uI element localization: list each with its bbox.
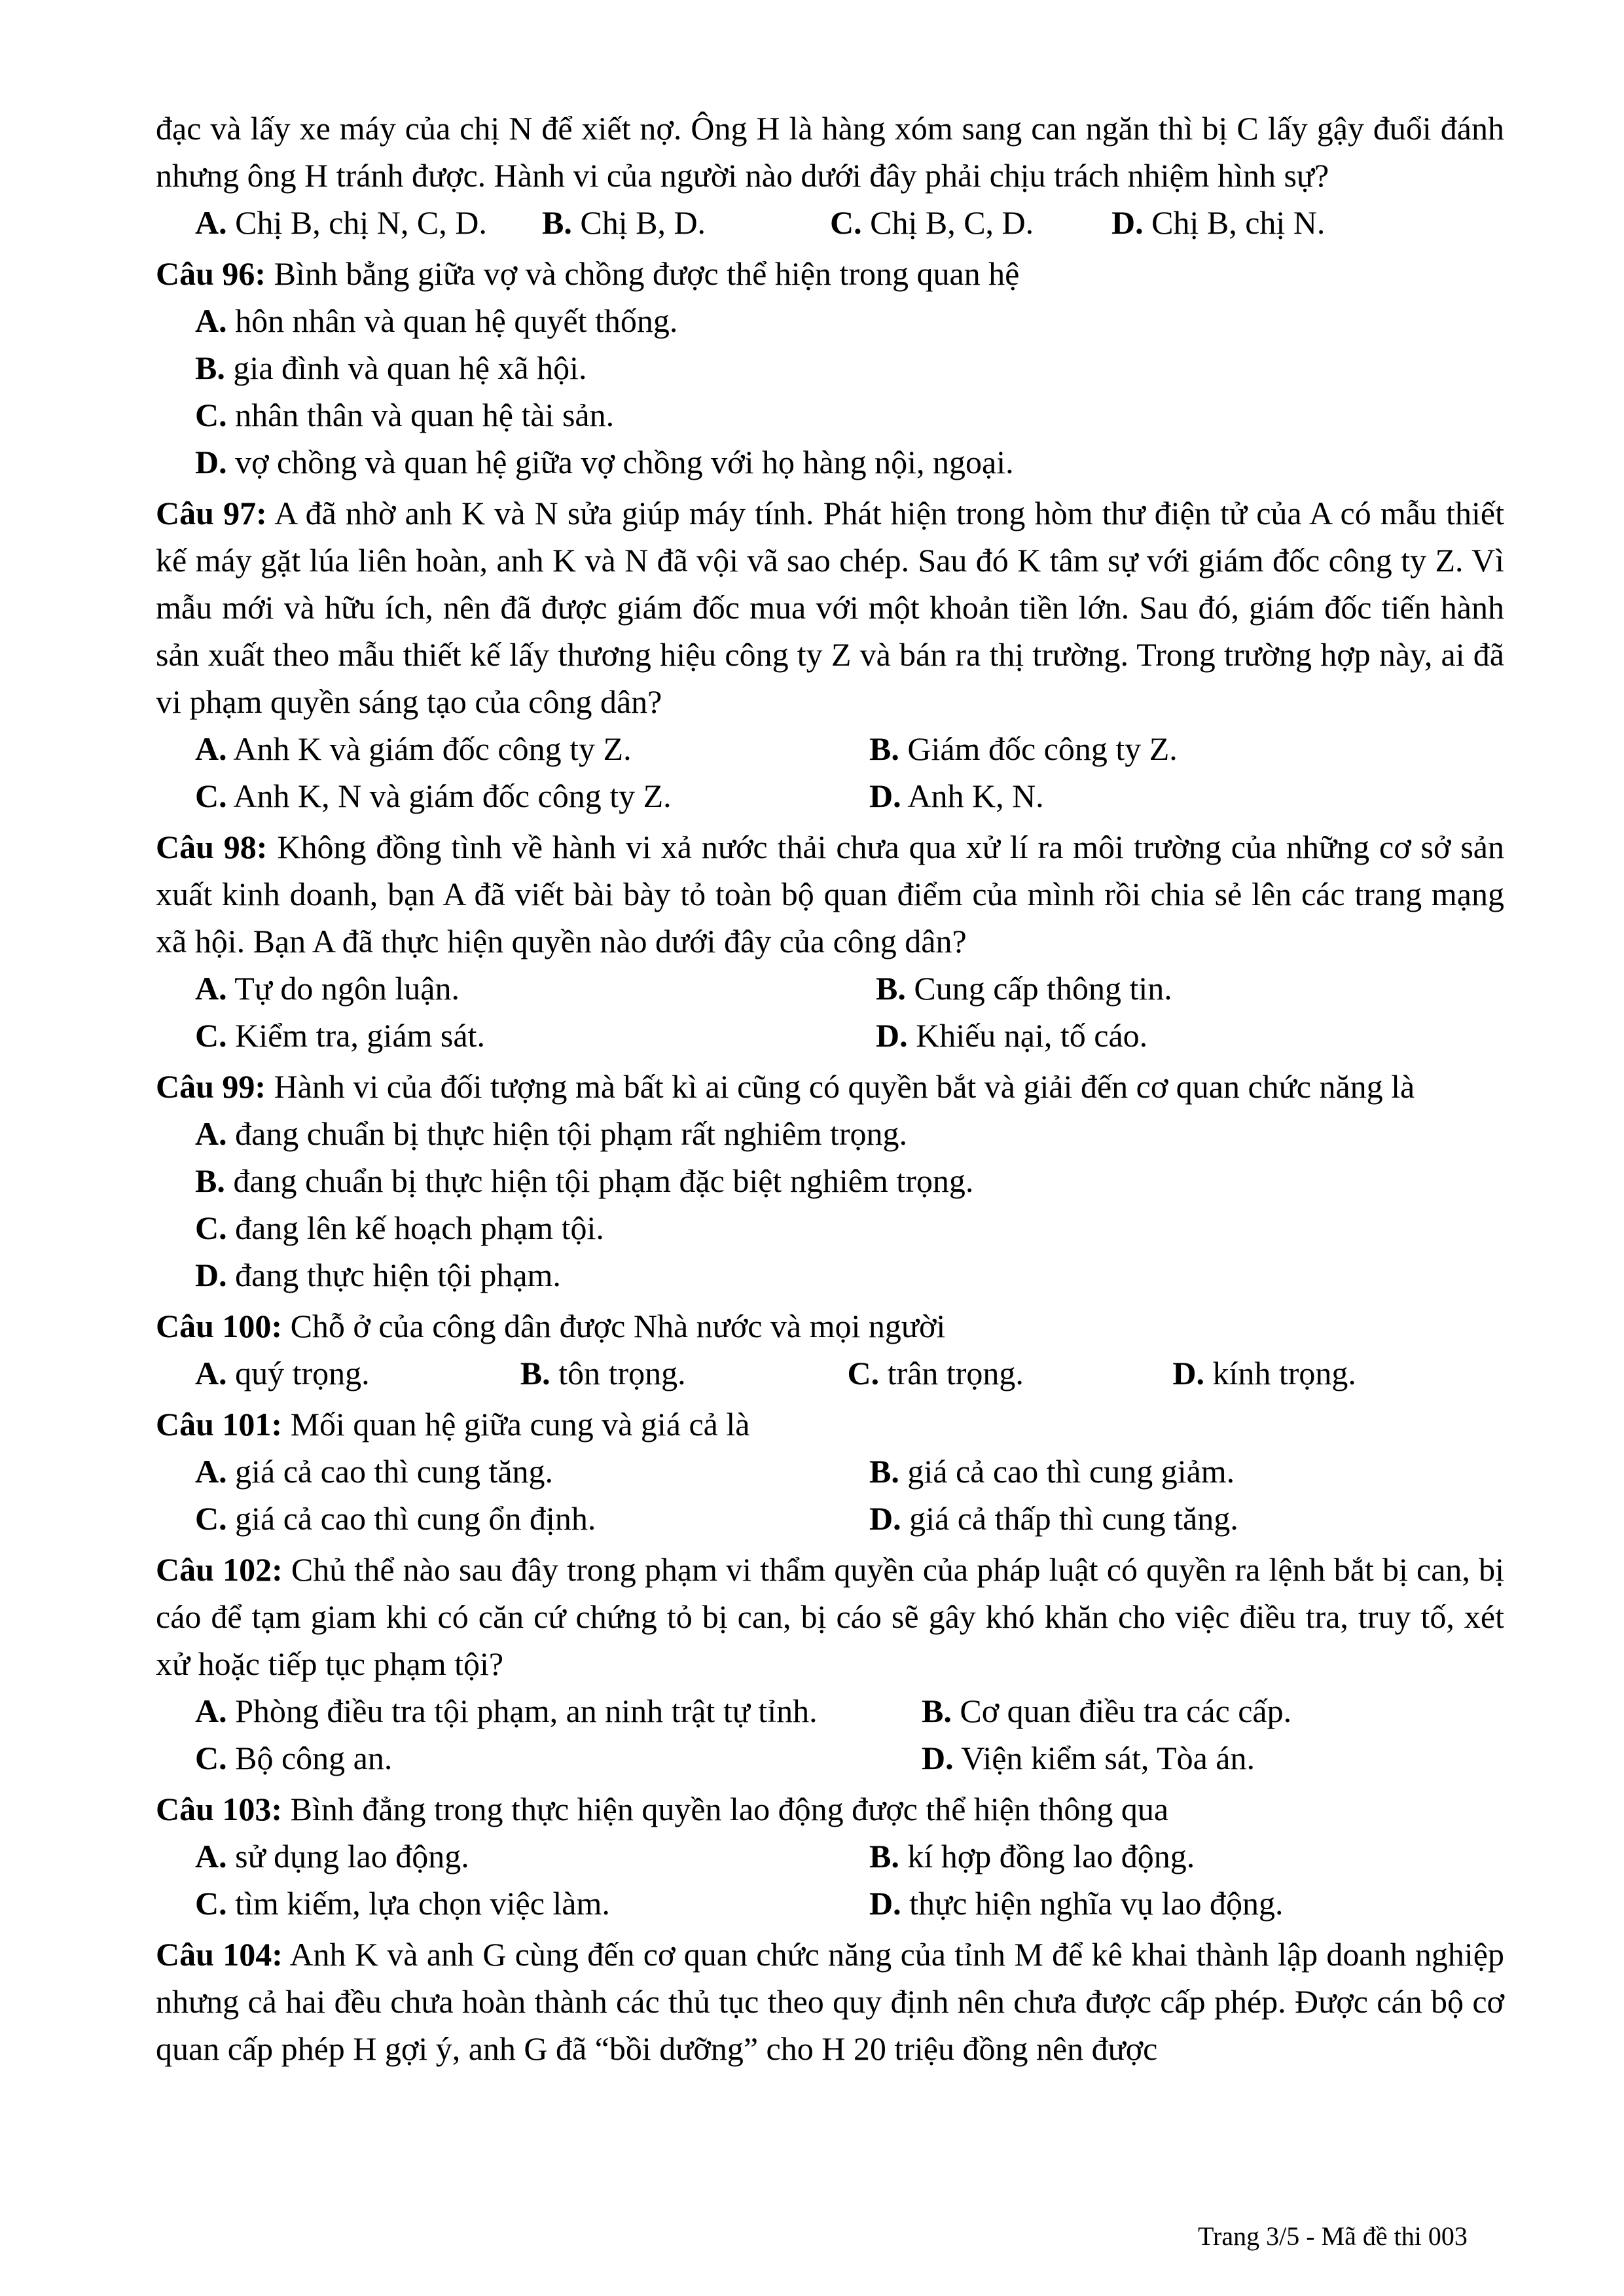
q98-options-row1 bbox=[156, 965, 1504, 1012]
q100-option-d: D. kính trọng. bbox=[1172, 1355, 1356, 1391]
q96-option-c: C. nhân thân và quan hệ tài sản. bbox=[195, 397, 615, 433]
q98-option-a: A. Tự do ngôn luận. bbox=[195, 970, 460, 1007]
q101-option-c: C. giá cả cao thì cung ổn định. bbox=[195, 1500, 596, 1537]
q98-option-d: D. Khiếu nại, tố cáo. bbox=[876, 1017, 1148, 1054]
q99-option-c: C. đang lên kế hoạch phạm tội. bbox=[195, 1210, 604, 1246]
q97-option-a: A. Anh K và giám đốc công ty Z. bbox=[195, 730, 632, 767]
question-96: Câu 96: Bình bẳng giữa vợ và chồng được thể hiện trong quan hệ bbox=[156, 255, 1020, 292]
question-104: Câu 104: Anh K và anh G cùng đến cơ quan chức năng của tỉnh M để kê khai thành lập doanh nghiệp nhưng cả hai đều chưa hoàn thành các thủ tục theo quy định nên chưa được cấp phép. Được cán bộ cơ quan cấp phép H gợi ý, anh G đã “bồi dưỡng” cho H 20 triệu đồng nên được bbox=[156, 1936, 1504, 2067]
intro-options bbox=[156, 199, 1504, 246]
q97-options-row2 bbox=[156, 772, 1504, 819]
page-footer: Trang 3/5 - Mã đề thi 003 bbox=[1198, 2221, 1468, 2251]
q103-options-row2 bbox=[156, 1880, 1504, 1927]
q100-option-c: C. trân trọng. bbox=[847, 1355, 1024, 1391]
q97-option-c: C. Anh K, N và giám đốc công ty Z. bbox=[195, 778, 672, 814]
q97-option-d: D. Anh K, N. bbox=[869, 778, 1044, 814]
q100-option-b: B. tôn trọng. bbox=[520, 1355, 686, 1391]
q96-option-b: B. gia đình và quan hệ xã hội. bbox=[195, 350, 587, 386]
q102-options-row1 bbox=[156, 1687, 1504, 1734]
option-a: A. Chị B, chị N, C, D. bbox=[195, 204, 487, 241]
q100-option-a: A. quý trọng. bbox=[195, 1355, 370, 1391]
q102-option-d: D. Viện kiểm sát, Tòa án. bbox=[922, 1740, 1255, 1776]
q100-options bbox=[156, 1350, 1504, 1397]
q98-option-c: C. Kiểm tra, giám sát. bbox=[195, 1017, 485, 1054]
q101-option-b: B. giá cả cao thì cung giảm. bbox=[869, 1453, 1235, 1490]
q103-option-c: C. tìm kiếm, lựa chọn việc làm. bbox=[195, 1885, 610, 1922]
q101-options-row1 bbox=[156, 1448, 1504, 1495]
q102-option-b: B. Cơ quan điều tra các cấp. bbox=[922, 1693, 1292, 1729]
question-97: Câu 97: A đã nhờ anh K và N sửa giúp máy tính. Phát hiện trong hòm thư điện tử của A có mẫu thiết kế máy gặt lúa liên hoàn, anh K và N đã vội vã sao chép. Sau đó K tâm sự với giám đốc công ty Z. Vì mẫu mới và hữu ích, nên đã được giám đốc mua với một khoản tiền lớn. Sau đó, giám đốc tiến hành sản xuất theo mẫu thiết kế lấy thương hiệu công ty Z và bán ra thị trường. Trong trường hợp này, ai đã vi phạm quyền sáng tạo của công dân? bbox=[156, 495, 1504, 720]
option-c: C. Chị B, C, D. bbox=[830, 204, 1034, 241]
q99-option-d: D. đang thực hiện tội phạm. bbox=[195, 1257, 561, 1293]
q103-options-row1 bbox=[156, 1833, 1504, 1880]
q97-options-row1 bbox=[156, 725, 1504, 772]
question-100: Câu 100: Chỗ ở của công dân được Nhà nước và mọi người bbox=[156, 1308, 946, 1344]
q103-option-a: A. sử dụng lao động. bbox=[195, 1838, 469, 1874]
question-102: Câu 102: Chủ thể nào sau đây trong phạm vi thẩm quyền của pháp luật có quyền ra lệnh bắt bị can, bị cáo để tạm giam khi có căn cứ chứng tỏ bị can, bị cáo sẽ gây khó khăn cho việc điều tra, truy tố, xét xử hoặc tiếp tục phạm tội? bbox=[156, 1551, 1504, 1682]
option-d: D. Chị B, chị N. bbox=[1111, 204, 1326, 241]
q101-option-d: D. giá cả thấp thì cung tăng. bbox=[869, 1500, 1238, 1537]
q103-option-b: B. kí hợp đồng lao động. bbox=[869, 1838, 1195, 1874]
q96-option-d: D. vợ chồng và quan hệ giữa vợ chồng với họ hàng nội, ngoại. bbox=[195, 444, 1014, 480]
q101-options-row2 bbox=[156, 1495, 1504, 1542]
q98-options-row2 bbox=[156, 1012, 1504, 1059]
question-99: Câu 99: Hành vi của đối tượng mà bất kì ai cũng có quyền bắt và giải đến cơ quan chức năng là bbox=[156, 1068, 1415, 1105]
exam-page bbox=[156, 105, 1504, 2072]
q102-options-row2 bbox=[156, 1734, 1504, 1782]
q96-option-a: A. hôn nhân và quan hệ quyết thống. bbox=[195, 302, 678, 339]
q101-option-a: A. giá cả cao thì cung tăng. bbox=[195, 1453, 554, 1490]
question-103: Câu 103: Bình đẳng trong thực hiện quyền lao động được thể hiện thông qua bbox=[156, 1791, 1169, 1827]
q99-option-b: B. đang chuẩn bị thực hiện tội phạm đặc biệt nghiêm trọng. bbox=[195, 1162, 974, 1199]
option-b: B. Chị B, D. bbox=[542, 204, 706, 241]
q102-option-a: A. Phòng điều tra tội phạm, an ninh trật tự tỉnh. bbox=[195, 1693, 818, 1729]
q98-option-b: B. Cung cấp thông tin. bbox=[876, 970, 1172, 1007]
intro-text: đạc và lấy xe máy của chị N để xiết nợ. Ông H là hàng xóm sang can ngăn thì bị C lấy gậy đuổi đánh nhưng ông H tránh được. Hành vi của người nào dưới đây phải chịu trách nhiệm hình sự? bbox=[156, 110, 1504, 194]
q97-option-b: B. Giám đốc công ty Z. bbox=[869, 730, 1178, 767]
q99-option-a: A. đang chuẩn bị thực hiện tội phạm rất nghiêm trọng. bbox=[195, 1115, 907, 1152]
q102-option-c: C. Bộ công an. bbox=[195, 1740, 393, 1776]
question-98: Câu 98: Không đồng tình về hành vi xả nước thải chưa qua xử lí ra môi trường của những cơ sở sản xuất kinh doanh, bạn A đã viết bài bày tỏ toàn bộ quan điểm của mình rồi chia sẻ lên các trang mạng xã hội. Bạn A đã thực hiện quyền nào dưới đây của công dân? bbox=[156, 829, 1504, 960]
question-101: Câu 101: Mối quan hệ giữa cung và giá cả là bbox=[156, 1406, 750, 1443]
q103-option-d: D. thực hiện nghĩa vụ lao động. bbox=[869, 1885, 1284, 1922]
